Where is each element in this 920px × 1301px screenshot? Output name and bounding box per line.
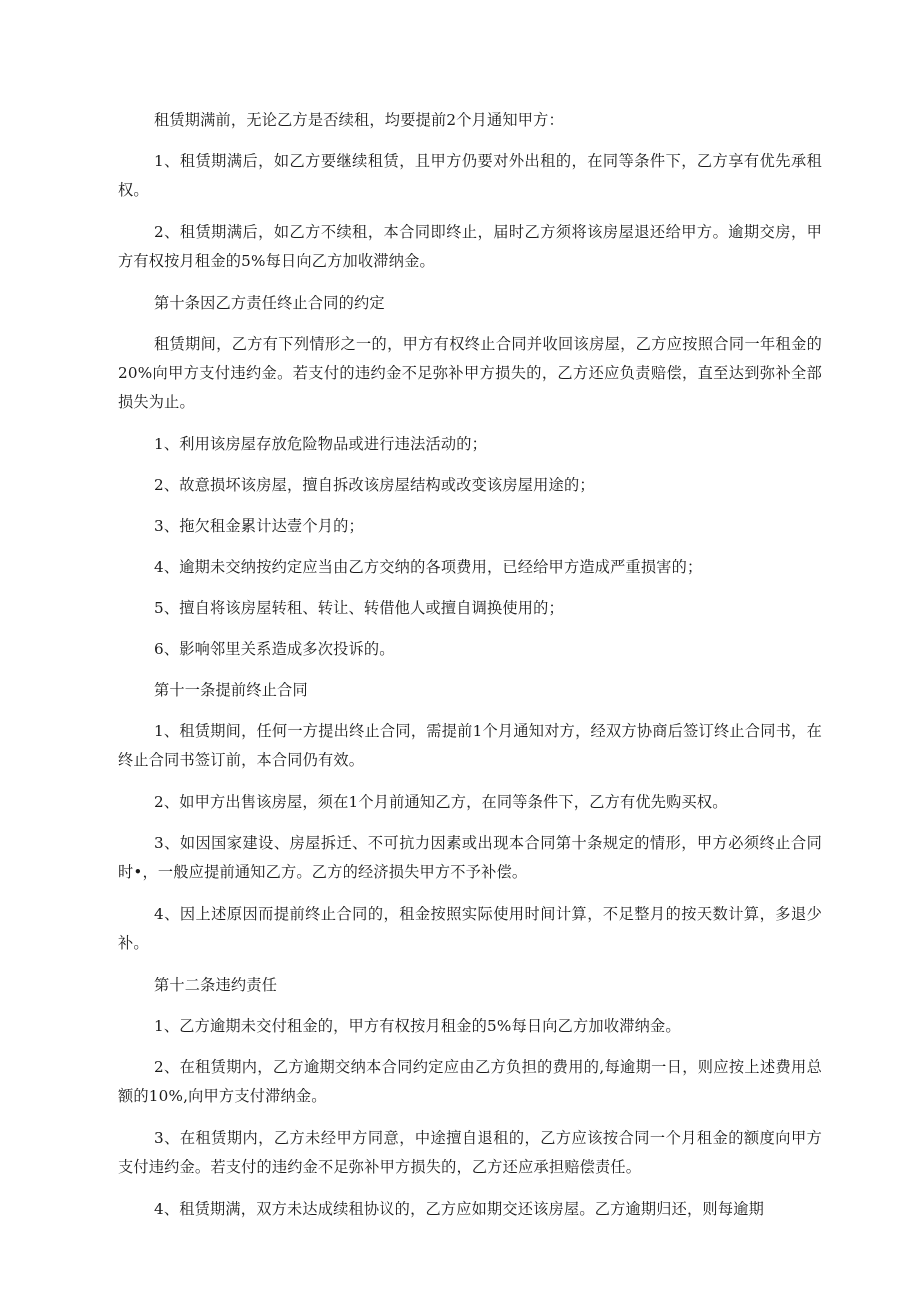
list-item: 2、故意损坏该房屋，擅自拆改该房屋结构或改变该房屋用途的； — [154, 476, 595, 494]
list-item: 1、租赁期间，任何一方提出终止合同，需提前1个月通知对方，经双方协商后签订终止合同书，在终止合同书签订前，本合同仍有效。 — [118, 722, 822, 769]
paragraph-priority-lease: 1、租赁期满后，如乙方要继续租赁，且甲方仍要对外出租的，在同等条件下，乙方享有优先承租权。 — [118, 152, 822, 199]
section-heading-article-12: 第十二条违约责任 — [154, 976, 278, 994]
paragraph-renewal-notice: 租赁期满前，无论乙方是否续租，均要提前2个月通知甲方： — [154, 111, 564, 129]
paragraph-no-renewal: 2、租赁期满后，如乙方不续租，本合同即终止，届时乙方须将该房屋退还给甲方。逾期交房，甲方有权按月租金的5%每日向乙方加收滞纳金。 — [118, 223, 822, 270]
list-item: 1、利用该房屋存放危险物品或进行违法活动的； — [154, 435, 488, 453]
list-item: 3、拖欠租金累计达壹个月的； — [154, 517, 364, 535]
list-item: 3、如因国家建设、房屋拆迁、不可抗力因素或出现本合同第十条规定的情形，甲方必须终止合同时•，一般应提前通知乙方。乙方的经济损失甲方不予补偿。 — [118, 834, 822, 881]
list-item: 2、如甲方出售该房屋，须在1个月前通知乙方，在同等条件下，乙方有优先购买权。 — [154, 793, 728, 811]
list-item: 4、逾期未交纳按约定应当由乙方交纳的各项费用，已经给甲方造成严重损害的； — [154, 558, 703, 576]
document-body — [118, 106, 822, 1236]
list-item: 4、因上述原因而提前终止合同的，租金按照实际使用时间计算，不足整月的按天数计算，多退少补。 — [118, 905, 822, 952]
list-item: 4、租赁期满，双方未达成续租协议的，乙方应如期交还该房屋。乙方逾期归还，则每逾期 — [154, 1200, 764, 1218]
list-item: 3、在租赁期内，乙方未经甲方同意，中途擅自退租的，乙方应该按合同一个月租金的额度向甲方支付违约金。若支付的违约金不足弥补甲方损失的，乙方还应承担赔偿责任。 — [118, 1129, 822, 1176]
list-item: 2、在租赁期内，乙方逾期交纳本合同约定应由乙方负担的费用的,每逾期一日，则应按上述费用总额的10%,向甲方支付滞纳金。 — [118, 1058, 822, 1105]
paragraph-termination-conditions: 租赁期间，乙方有下列情形之一的，甲方有权终止合同并收回该房屋，乙方应按照合同一年租金的20%向甲方支付违约金。若支付的违约金不足弥补甲方损失的，乙方还应负责赔偿，直至达到弥补全部损失为止。 — [118, 335, 822, 411]
section-heading-article-11: 第十一条提前终止合同 — [154, 681, 308, 699]
section-heading-article-10: 第十条因乙方责任终止合同的约定 — [154, 294, 385, 312]
list-item: 6、影响邻里关系造成多次投诉的。 — [154, 640, 395, 658]
list-item: 5、擅自将该房屋转租、转让、转借他人或擅自调换使用的； — [154, 599, 564, 617]
list-item: 1、乙方逾期未交付租金的，甲方有权按月租金的5%每日向乙方加收滞纳金。 — [154, 1017, 681, 1035]
